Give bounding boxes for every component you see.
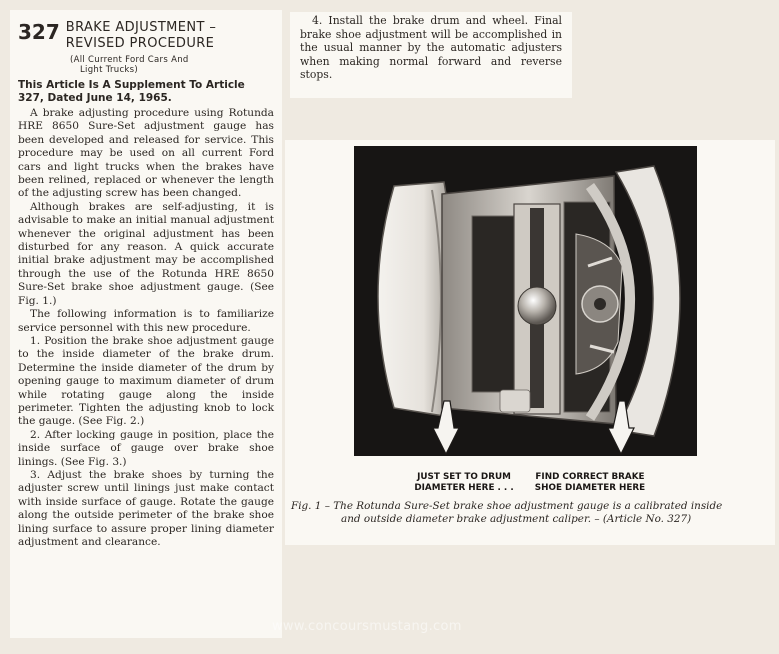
article-subtitle-line-2: Light Trucks)	[80, 65, 138, 75]
paragraph-self-adjusting: Although brakes are self-adjusting, it is advisable to make an initial manual adjustment whenever the original adjustment has been disturbed for any reason. A quick accurate initial brake adjustment may be accomplished through the use of the Rotunda HRE 8650 Sure-Set brake shoe adjustment gauge. (See Fig. 1.)	[18, 200, 274, 307]
article-subtitle	[70, 55, 274, 75]
figure-caption	[291, 500, 773, 526]
adjusting-knob	[518, 287, 556, 325]
step-4-block	[290, 12, 572, 98]
supplement-note-line-1: This Article Is A Supplement To Article	[18, 79, 245, 91]
label-drum-line-2: DIAMETER HERE . . .	[414, 483, 514, 493]
supplement-note-line-2: 327, Dated June 14, 1965.	[18, 92, 172, 104]
step-3: 3. Adjust the brake shoes by turning the adjuster screw until linings just make contact with inside surface of gauge. Rotate the gauge along the outside perimeter of the brake shoe lining surface to assure proper lining diameter adjustment and clearance.	[18, 468, 274, 548]
step-2: 2. After locking gauge in position, place the inside surface of gauge over brake shoe linings. (See Fig. 3.)	[18, 428, 274, 468]
figure-caption-line-1: Fig. 1 – The Rotunda Sure-Set brake shoe adjustment gauge is a calibrated inside	[291, 500, 723, 512]
article-title-line-2: REVISED PROCEDURE	[65, 36, 215, 51]
article-number: 327	[18, 20, 60, 44]
supplement-note	[18, 79, 274, 105]
label-drum-line-1: JUST SET TO DRUM	[417, 472, 511, 482]
label-shoe-line-1: FIND CORRECT BRAKE	[535, 472, 645, 482]
article-subtitle-line-1: (All Current Ford Cars And	[70, 55, 189, 65]
step-4: 4. Install the brake drum and wheel. Final brake shoe adjustment will be accomplished in the usual manner by the automatic adjusters when making normal forward and reverse stops.	[300, 14, 562, 82]
label-drum-diameter	[405, 472, 523, 494]
paragraph-familiarize: The following information is to familiarize service personnel with this new procedure.	[18, 308, 274, 334]
label-shoe-line-2: SHOE DIAMETER HERE	[534, 483, 646, 493]
brake-gauge-illustration	[354, 146, 697, 456]
article-title-line-1: BRAKE ADJUSTMENT –	[65, 20, 217, 35]
article-title	[66, 20, 217, 52]
figure-caption-line-2: and outside diameter brake adjustment caliper. – (Article No. 327)	[341, 513, 692, 525]
step-1: 1. Position the brake shoe adjustment gauge to the inside diameter of the brake drum. Determine the inside diameter of the drum by opening gauge to maximum diameter of drum while rotating gauge along the inside perimeter. Tighten the adjusting knob to lock the gauge. (See Fig. 2.)	[18, 334, 274, 428]
figure-1	[285, 140, 775, 545]
watermark: www.concoursmustang.com	[272, 619, 462, 634]
paragraph-intro: A brake adjusting procedure using Rotunda HRE 8650 Sure-Set adjustment gauge has been developed and released for service. This procedure may be used on all current Ford cars and light trucks when the brakes have been relined, replaced or whenever the length of the adjusting screw has been changed.	[18, 107, 274, 200]
label-shoe-diameter	[531, 472, 649, 494]
article-column	[10, 10, 282, 638]
gauge-photo	[354, 146, 697, 456]
article-header	[18, 20, 274, 52]
